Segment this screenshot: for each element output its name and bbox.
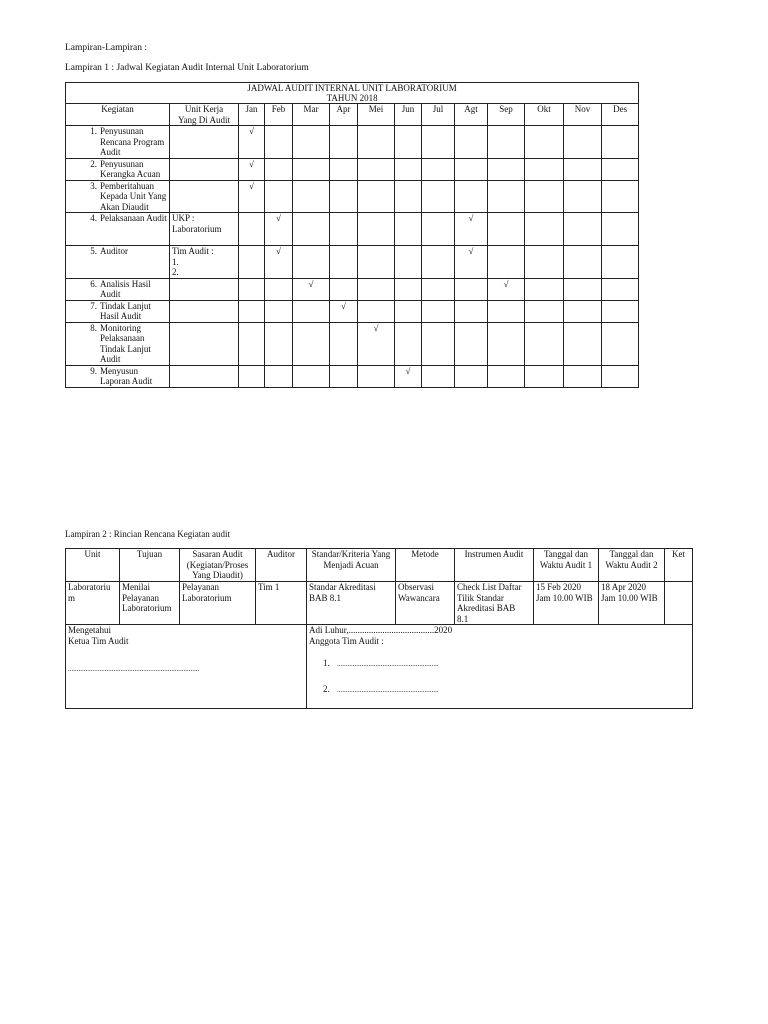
table2-data-row xyxy=(66,582,693,625)
month-cell xyxy=(358,278,395,300)
month-cell xyxy=(422,158,455,180)
month-cell xyxy=(422,365,455,387)
table1-row xyxy=(66,126,639,159)
cell-line: 18 Apr 2020 xyxy=(601,582,646,592)
header-line: (Kegiatan/Proses xyxy=(186,559,249,570)
kegiatan-cell xyxy=(66,246,170,279)
cell-line: Jam 10.00 WIB xyxy=(536,592,593,603)
header-line: Ket xyxy=(672,549,685,559)
check-mark: √ xyxy=(341,300,346,311)
month-cell xyxy=(265,300,293,322)
header-line: Menjadi Acuan xyxy=(323,559,379,570)
kegiatan-cell xyxy=(66,158,170,180)
kegiatan-line: Rencana Program xyxy=(100,136,165,147)
check-mark: √ xyxy=(468,246,474,256)
member-1-number: 1. xyxy=(323,658,330,668)
month-cell xyxy=(239,300,265,322)
header-line: Sasaran Audit xyxy=(192,549,243,559)
month-cell xyxy=(422,213,455,246)
signature-left-line: Ketua Tim Audit xyxy=(68,635,129,646)
month-cell xyxy=(488,365,525,387)
unit-line: Tim Audit : xyxy=(172,246,214,256)
month-cell xyxy=(525,322,564,365)
kegiatan-line: Penyusunan xyxy=(100,158,144,169)
month-cell xyxy=(358,213,395,246)
kegiatan-cell xyxy=(66,300,170,322)
kegiatan-line: Auditor xyxy=(100,246,128,256)
kegiatan-line: Akan Diaudit xyxy=(100,201,149,212)
table2-data-cell xyxy=(534,582,599,625)
month-cell xyxy=(265,278,293,300)
member-2-number: 2. xyxy=(323,683,330,694)
month-cell xyxy=(422,246,455,279)
month-cell xyxy=(395,213,422,246)
month-cell xyxy=(358,365,395,387)
month-cell xyxy=(422,322,455,365)
month-cell xyxy=(293,322,330,365)
table1-row xyxy=(66,278,639,300)
table2-data-cell xyxy=(307,582,396,625)
kegiatan-item xyxy=(68,246,167,257)
cell-line: Check List Daftar xyxy=(457,582,522,592)
table1-row xyxy=(66,365,639,387)
table2-header-cell xyxy=(599,549,665,582)
month-cell xyxy=(488,246,525,279)
table1-title-row xyxy=(66,83,639,104)
month-cell xyxy=(564,180,602,213)
month-cell xyxy=(602,158,639,180)
check-mark: √ xyxy=(249,158,254,169)
month-cell xyxy=(239,278,265,300)
kegiatan-cell xyxy=(66,213,170,246)
kegiatan-number: 3. xyxy=(90,180,97,191)
month-cell xyxy=(358,246,395,279)
table2-header-cell xyxy=(256,549,307,582)
kegiatan-line: Menyusun xyxy=(100,365,138,376)
cell-line: Laboratoriu xyxy=(68,582,111,592)
kegiatan-item xyxy=(68,181,167,213)
table1-row xyxy=(66,300,639,322)
table2-header-cell xyxy=(307,549,396,582)
month-cell xyxy=(358,300,395,322)
check-mark: √ xyxy=(249,180,254,191)
month-cell xyxy=(239,213,265,246)
month-cell xyxy=(564,322,602,365)
table2-header-cell xyxy=(180,549,256,582)
month-cell xyxy=(525,126,564,159)
header-month: Sep xyxy=(488,104,525,126)
header-line: Unit xyxy=(84,549,101,559)
month-cell xyxy=(330,126,358,159)
unit-line: Laboratorium xyxy=(172,223,222,234)
kegiatan-text xyxy=(100,301,151,322)
month-cell xyxy=(358,158,395,180)
kegiatan-number: 5. xyxy=(90,246,97,256)
month-cell xyxy=(564,213,602,246)
kegiatan-number: 8. xyxy=(90,322,97,333)
kegiatan-line: Tindak Lanjut xyxy=(100,343,151,354)
kegiatan-text xyxy=(100,181,166,213)
header-month: Mar xyxy=(293,104,330,126)
member-2-dots: .......................................................... xyxy=(337,685,439,694)
month-cell xyxy=(422,300,455,322)
month-cell xyxy=(330,213,358,246)
month-cell xyxy=(293,300,330,322)
header-month: Jun xyxy=(395,104,422,126)
check-mark: √ xyxy=(373,322,379,333)
header-month: Jan xyxy=(239,104,265,126)
table2-header-cell xyxy=(534,549,599,582)
table1-title-line: TAHUN 2018 xyxy=(326,93,378,103)
table2-header-cell xyxy=(455,549,534,582)
month-cell xyxy=(395,322,422,365)
month-cell xyxy=(488,180,525,213)
month-cell xyxy=(293,246,330,279)
header-line: Waktu Audit 2 xyxy=(605,559,658,570)
unit-cell xyxy=(170,126,239,159)
kegiatan-number: 2. xyxy=(90,158,97,169)
month-cell xyxy=(265,322,293,365)
table1-row xyxy=(66,180,639,213)
cell-line: Jam 10.00 WIB xyxy=(601,592,658,603)
kegiatan-line: Kerangka Acuan xyxy=(100,169,161,179)
month-cell xyxy=(265,213,293,246)
kegiatan-item xyxy=(68,323,167,365)
cell-line: Wawancara xyxy=(398,592,440,603)
month-cell xyxy=(455,365,488,387)
month-cell xyxy=(525,158,564,180)
month-cell xyxy=(602,246,639,279)
unit-cell xyxy=(170,300,239,322)
month-cell xyxy=(422,278,455,300)
header-line: Standar/Kriteria Yang xyxy=(311,549,391,559)
lampiran2-caption: Lampiran 2 : Rincian Rencana Kegiatan audit xyxy=(65,529,230,539)
table2-data-cell xyxy=(455,582,534,625)
kegiatan-number: 7. xyxy=(90,300,97,311)
kegiatan-text xyxy=(100,279,151,300)
kegiatan-text xyxy=(100,126,164,158)
month-cell xyxy=(455,300,488,322)
header-line: Instrumen Audit xyxy=(464,549,524,559)
month-cell xyxy=(525,246,564,279)
month-cell xyxy=(395,158,422,180)
header-month: Agt xyxy=(455,104,488,126)
header-month: Nov xyxy=(564,104,602,126)
signature-right xyxy=(307,625,693,709)
signature-row xyxy=(66,625,693,709)
month-cell xyxy=(265,180,293,213)
month-cell xyxy=(564,126,602,159)
header-month: Feb xyxy=(265,104,293,126)
month-cell xyxy=(293,365,330,387)
lampiran1-caption: Lampiran 1 : Jadwal Kegiatan Audit Internal Unit Laboratorium xyxy=(65,63,309,73)
check-mark: √ xyxy=(468,213,474,223)
month-cell xyxy=(395,246,422,279)
month-cell xyxy=(564,365,602,387)
cell-line: BAB 8.1 xyxy=(309,592,342,603)
month-cell xyxy=(564,246,602,279)
month-cell xyxy=(239,322,265,365)
header-kegiatan: Kegiatan xyxy=(66,104,170,126)
month-cell xyxy=(330,158,358,180)
cell-line: Akreditasi BAB xyxy=(457,603,516,613)
month-cell xyxy=(395,180,422,213)
kegiatan-line: Monitoring xyxy=(100,322,142,333)
kegiatan-line: Audit xyxy=(100,147,121,157)
table1-row xyxy=(66,158,639,180)
month-cell xyxy=(564,278,602,300)
table2-data-cell xyxy=(665,582,693,625)
table2-data-cell xyxy=(599,582,665,625)
month-cell xyxy=(239,180,265,213)
month-cell xyxy=(422,180,455,213)
cell-line: Tilik Standar xyxy=(457,592,504,603)
table2-data-cell xyxy=(256,582,307,625)
kegiatan-line: Tindak Lanjut xyxy=(100,300,151,311)
kegiatan-line: Analisis Hasil xyxy=(100,278,151,289)
header-line: Auditor xyxy=(267,549,295,559)
month-cell xyxy=(455,278,488,300)
kegiatan-line: Kepada Unit Yang xyxy=(100,191,167,201)
month-cell xyxy=(525,300,564,322)
check-mark: √ xyxy=(503,278,509,289)
month-cell xyxy=(265,246,293,279)
month-cell xyxy=(602,126,639,159)
header-unit-kerja xyxy=(170,104,239,126)
kegiatan-text xyxy=(100,159,160,180)
kegiatan-line: Penyusunan xyxy=(100,126,144,136)
month-cell xyxy=(330,322,358,365)
table1-row xyxy=(66,322,639,365)
month-cell xyxy=(239,126,265,159)
kegiatan-cell xyxy=(66,278,170,300)
table2-header-cell xyxy=(66,549,120,582)
month-cell xyxy=(293,180,330,213)
check-mark: √ xyxy=(276,213,281,223)
member-1-dots: .......................................................... xyxy=(337,660,439,668)
month-cell xyxy=(455,246,488,279)
kegiatan-line: Pemberitahuan xyxy=(100,180,154,191)
month-cell xyxy=(293,126,330,159)
kegiatan-line: Pelaksanaan xyxy=(100,333,145,343)
lampiran-header: Lampiran-Lampiran : xyxy=(65,43,148,53)
month-cell xyxy=(602,278,639,300)
month-cell xyxy=(293,158,330,180)
month-cell xyxy=(330,180,358,213)
kegiatan-line: Laporan Audit xyxy=(100,376,153,386)
cell-line: Pelayanan xyxy=(122,592,159,603)
cell-line: Standar Akreditasi xyxy=(309,582,376,592)
header-unit-line: Yang Di Audit xyxy=(177,114,231,125)
kegiatan-cell xyxy=(66,180,170,213)
month-cell xyxy=(525,213,564,246)
month-cell xyxy=(265,126,293,159)
header-month: Apr xyxy=(330,104,358,126)
header-line: Tanggal dan xyxy=(609,549,654,559)
unit-cell xyxy=(170,365,239,387)
audit-schedule-table xyxy=(65,82,639,388)
month-cell xyxy=(602,213,639,246)
month-cell xyxy=(488,213,525,246)
header-line: Waktu Audit 1 xyxy=(539,559,593,570)
header-month: Des xyxy=(602,104,639,126)
header-month: Jul xyxy=(422,104,455,126)
kegiatan-line: Pelaksanaan Audit xyxy=(100,213,167,223)
cell-line: m xyxy=(68,592,76,603)
month-cell xyxy=(358,180,395,213)
month-cell xyxy=(455,213,488,246)
month-cell xyxy=(330,278,358,300)
month-cell xyxy=(455,322,488,365)
signature-right-line: Adi Luhur,......................................2020 xyxy=(309,625,453,635)
kegiatan-line: Audit xyxy=(100,354,121,364)
cell-line: Observasi xyxy=(398,582,434,592)
month-cell xyxy=(395,278,422,300)
unit-cell xyxy=(170,278,239,300)
header-month: Mei xyxy=(358,104,395,126)
kegiatan-text xyxy=(100,213,167,224)
month-cell xyxy=(488,300,525,322)
month-cell xyxy=(564,300,602,322)
unit-cell xyxy=(170,322,239,365)
month-cell xyxy=(455,126,488,159)
month-cell xyxy=(293,278,330,300)
month-cell xyxy=(488,158,525,180)
check-mark: √ xyxy=(405,365,411,376)
header-line: Tujuan xyxy=(136,549,163,559)
kegiatan-item xyxy=(68,301,167,322)
check-mark: √ xyxy=(249,126,254,136)
unit-cell xyxy=(170,246,239,279)
kegiatan-number: 9. xyxy=(90,365,97,376)
table2-header-cell xyxy=(396,549,455,582)
table2-data-cell xyxy=(66,582,120,625)
table2-data-cell xyxy=(396,582,455,625)
unit-cell xyxy=(170,213,239,246)
signature-left-dots: ........................................................................... xyxy=(68,665,200,673)
signature-left-line: Mengetahui xyxy=(68,625,111,635)
check-mark: √ xyxy=(276,246,281,256)
month-cell xyxy=(239,246,265,279)
month-cell xyxy=(455,180,488,213)
member-2-line xyxy=(309,684,690,696)
kegiatan-cell xyxy=(66,322,170,365)
kegiatan-item xyxy=(68,159,167,180)
month-cell xyxy=(602,365,639,387)
kegiatan-item xyxy=(68,279,167,300)
signature-left xyxy=(66,625,307,709)
unit-line: 2. xyxy=(172,267,179,277)
audit-plan-table xyxy=(65,548,693,709)
kegiatan-cell xyxy=(66,365,170,387)
kegiatan-text xyxy=(100,246,128,257)
cell-line: Pelayanan xyxy=(182,582,219,592)
cell-line: Laboratorium xyxy=(182,592,232,603)
unit-cell xyxy=(170,180,239,213)
table2-header-row xyxy=(66,549,693,582)
table1-header-row xyxy=(66,104,639,126)
kegiatan-number: 4. xyxy=(90,213,97,223)
month-cell xyxy=(525,278,564,300)
month-cell xyxy=(395,300,422,322)
table2-header-cell xyxy=(120,549,180,582)
kegiatan-number: 6. xyxy=(90,278,97,289)
check-mark: √ xyxy=(308,278,314,289)
header-month: Okt xyxy=(525,104,564,126)
month-cell xyxy=(395,365,422,387)
month-cell xyxy=(488,322,525,365)
kegiatan-item xyxy=(68,366,167,387)
table2-data-cell xyxy=(120,582,180,625)
cell-line: Tim 1 xyxy=(258,582,280,592)
month-cell xyxy=(330,246,358,279)
unit-line: UKP : xyxy=(172,213,195,223)
month-cell xyxy=(239,158,265,180)
table2-header-cell xyxy=(665,549,693,582)
month-cell xyxy=(239,365,265,387)
member-1-line xyxy=(309,658,690,670)
table1-row xyxy=(66,246,639,279)
cell-line: Menilai xyxy=(122,582,150,592)
month-cell xyxy=(265,158,293,180)
month-cell xyxy=(330,365,358,387)
month-cell xyxy=(358,322,395,365)
month-cell xyxy=(455,158,488,180)
kegiatan-cell xyxy=(66,126,170,159)
kegiatan-text xyxy=(100,323,151,365)
month-cell xyxy=(602,180,639,213)
month-cell xyxy=(525,365,564,387)
month-cell xyxy=(525,180,564,213)
table1-title xyxy=(66,83,639,104)
cell-line: Laboratorium xyxy=(122,603,172,613)
header-line: Metode xyxy=(411,549,439,559)
kegiatan-text xyxy=(100,366,152,387)
kegiatan-item xyxy=(68,213,167,224)
signature-right-line: Anggota Tim Audit : xyxy=(309,635,384,646)
kegiatan-line: Audit xyxy=(100,289,121,299)
month-cell xyxy=(602,300,639,322)
month-cell xyxy=(422,126,455,159)
cell-line: 8.1 xyxy=(457,613,469,624)
month-cell xyxy=(330,300,358,322)
kegiatan-number: 1. xyxy=(90,126,97,136)
month-cell xyxy=(488,278,525,300)
month-cell xyxy=(293,213,330,246)
cell-line: 15 Feb 2020 xyxy=(536,582,581,592)
month-cell xyxy=(564,158,602,180)
header-line: Tanggal dan xyxy=(543,549,589,559)
unit-cell xyxy=(170,158,239,180)
header-line: Yang Diaudit) xyxy=(192,570,243,580)
table1-row xyxy=(66,213,639,246)
kegiatan-item xyxy=(68,126,167,158)
header-unit-line: Unit Kerja xyxy=(184,104,224,114)
month-cell xyxy=(358,126,395,159)
month-cell xyxy=(395,126,422,159)
month-cell xyxy=(265,365,293,387)
month-cell xyxy=(488,126,525,159)
table2-data-cell xyxy=(180,582,256,625)
month-cell xyxy=(602,322,639,365)
kegiatan-line: Hasil Audit xyxy=(100,311,142,321)
unit-line: 1. xyxy=(172,256,179,267)
table1-title-line: JADWAL AUDIT INTERNAL UNIT LABORATORIUM xyxy=(247,83,457,93)
